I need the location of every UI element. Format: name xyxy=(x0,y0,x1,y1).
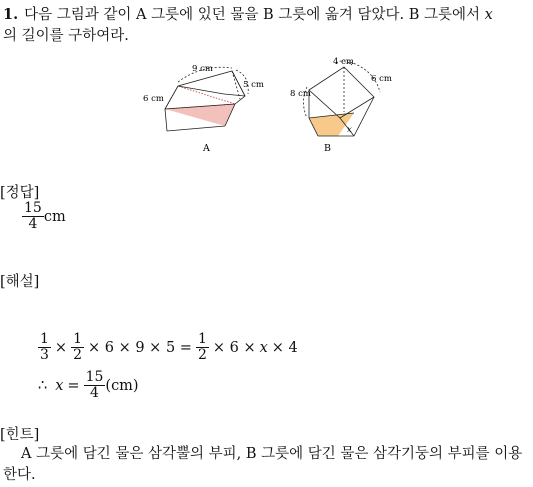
eq1-f3-numerator: 1 xyxy=(197,331,207,347)
answer-unit: cm xyxy=(43,208,66,225)
eq1-times-1: × xyxy=(54,339,68,356)
eq1-fraction-2 xyxy=(71,332,84,363)
eq2-therefore: ∴ xyxy=(38,377,48,394)
eq1-f3-denominator: 2 xyxy=(197,347,207,363)
eq2-fraction xyxy=(84,370,106,401)
container-a-left-dim: 6 cm xyxy=(143,94,164,104)
eq1-variable: x xyxy=(259,339,268,356)
container-a-drawing xyxy=(165,67,248,131)
containers-figure xyxy=(130,52,400,157)
solution-header: [해설] xyxy=(0,274,40,290)
eq1-tail-1: × 6 × xyxy=(212,339,256,356)
question-number: 1. xyxy=(3,6,19,23)
question-line2: 의 길이를 구하여라. xyxy=(3,28,129,44)
answer-fraction xyxy=(22,201,44,232)
eq1-f1-denominator: 3 xyxy=(40,347,49,363)
container-b-drawing xyxy=(304,61,381,136)
question-variable: x xyxy=(484,7,493,23)
eq2-denominator: 4 xyxy=(90,385,99,401)
answer-numerator: 15 xyxy=(24,200,42,216)
answer-header: [정답] xyxy=(0,185,40,201)
eq2-unit: (cm) xyxy=(105,377,139,394)
container-a-label: A xyxy=(203,143,210,154)
question-line1: 다음 그림과 같이 A 그릇에 있던 물을 B 그릇에 옮겨 담았다. B 그릇에서 xyxy=(24,7,485,23)
container-b-x-label: x xyxy=(347,125,352,135)
eq1-fraction-3 xyxy=(196,332,209,363)
question-text xyxy=(3,4,530,47)
eq1-middle: × 6 × 9 × 5 = xyxy=(88,339,192,356)
eq2-numerator: 15 xyxy=(85,369,104,385)
hint-text: A 그릇에 담긴 물은 삼각뿔의 부피, B 그릇에 담긴 물은 삼각기둥의 부피를 이용한다. xyxy=(3,446,523,483)
container-a-top-dim: 9 cm xyxy=(192,64,213,74)
container-a-right-dim: 5 cm xyxy=(243,80,264,90)
eq2-equals: = xyxy=(67,377,80,394)
container-b-right-dim: 6 cm xyxy=(371,74,392,84)
eq1-f1-numerator: 1 xyxy=(40,331,49,347)
answer-value xyxy=(22,201,66,232)
answer-denominator: 4 xyxy=(28,216,38,232)
container-b-top-dim: 4 cm xyxy=(333,57,354,67)
eq1-f2-numerator: 1 xyxy=(73,331,82,347)
eq1-f2-denominator: 2 xyxy=(73,347,82,363)
solution-equation-1 xyxy=(38,332,298,363)
hint-header: [힌트] xyxy=(0,427,40,443)
eq2-variable: x xyxy=(55,377,64,394)
container-b-label: B xyxy=(324,143,331,154)
solution-equation-2 xyxy=(38,370,139,401)
eq1-fraction-1 xyxy=(38,332,51,363)
eq1-tail-2: × 4 xyxy=(271,339,298,356)
container-b-left-dim: 8 cm xyxy=(290,89,311,99)
